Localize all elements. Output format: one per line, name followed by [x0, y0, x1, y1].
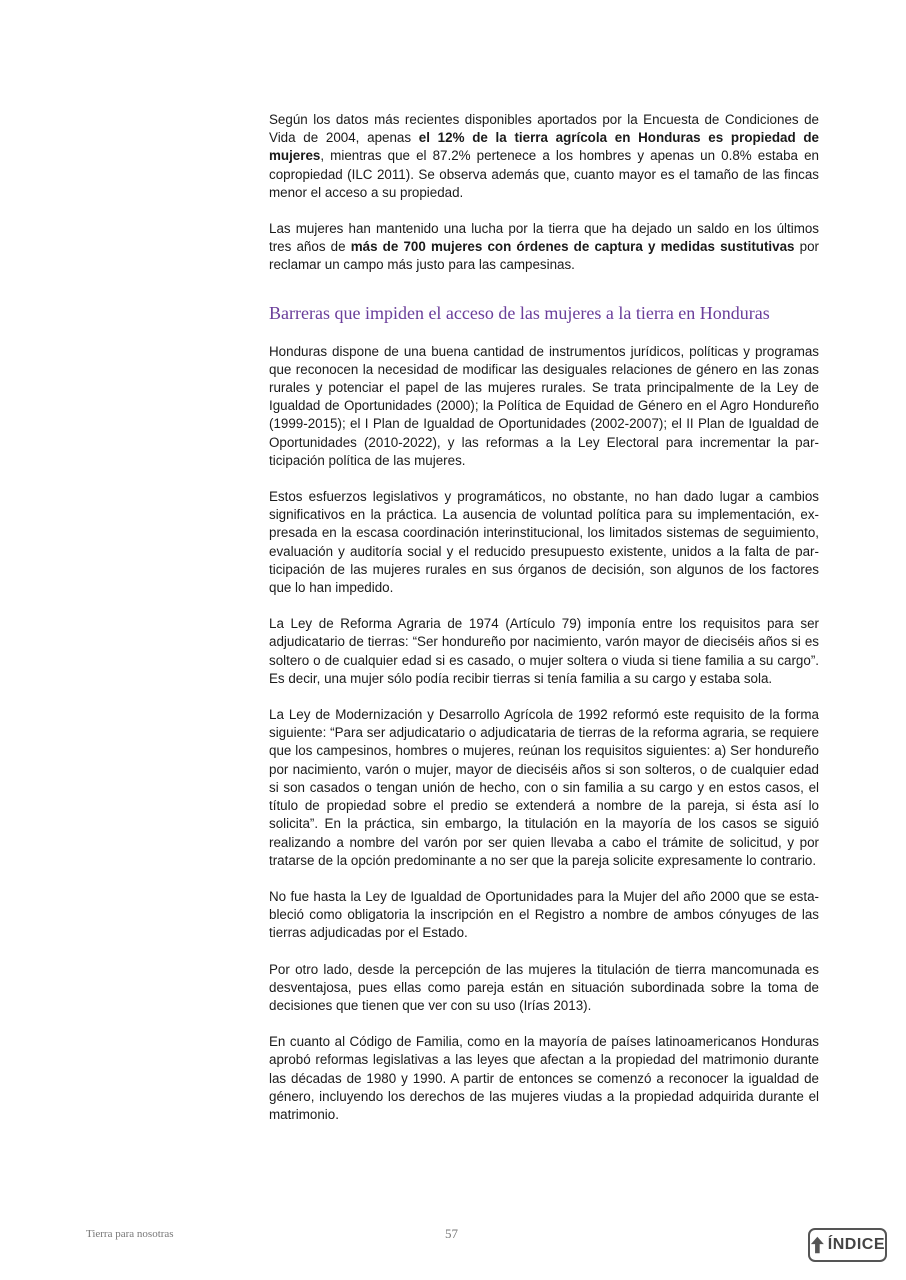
arrow-up-icon — [810, 1235, 825, 1255]
paragraph-land-ownership-statistics: Según los datos más recientes disponibles aportados por la Encuesta de Condiciones de Vida de 2004, apenas el 12% de la tierra agrícola en Honduras es propiedad de mujeres, mientras que el 87.2% pertenece a los hombres y apenas un 0.8% estaba en copropiedad (ILC 2011). Se observa además que, cuanto mayor es el tamaño de las fincas menor el acceso a su propiedad. — [269, 112, 819, 200]
footer-document-title: Tierra para nosotras — [86, 1228, 174, 1240]
page-number: 57 — [445, 1226, 458, 1241]
paragraph-equal-opportunity-law-2000: No fue hasta la Ley de Igualdad de Oportunidades para la Mujer del año 2000 que se estableció como obligatoria la inscripción en el Registro a nombre de ambos cónyuges de las tierras adjudicadas por el Estado. — [269, 888, 819, 941]
paragraph-legislative-efforts: Estos esfuerzos legislativos y programáticos, no obstante, no han dado lugar a cambios significativos en la práctica. La ausencia de voluntad política para su implementación, expresada en la escasa coordinación interinstitucional, los limitados sistemas de seguimiento, evaluación y auditoría social y el reducido presupuesto existente, unidos a la falta de participación de las mujeres rurales en sus órganos de decisión, son algunos de los factores que lo han impedido. — [269, 489, 819, 596]
paragraph-women-struggle: Las mujeres han mantenido una lucha por la tierra que ha dejado un saldo en los últimos tres años de más de 700 mujeres con órdenes de captura y medidas sustitutivas por reclamar un campo más justo para las campesinas. — [269, 221, 819, 273]
paragraph-joint-titling-perception: Por otro lado, desde la percepción de las mujeres la titulación de tierra mancomunada es desventajosa, pues ellas como pareja están en situación subordinada sobre la toma de decisiones que tienen que ver con su uso (Irías 2013). — [269, 961, 819, 1013]
main-content — [269, 111, 819, 1142]
highlight-land-share: el 12% de la tierra agrícola en Honduras es propiedad de mujeres — [269, 130, 819, 164]
paragraph-agrarian-reform-1974: La Ley de Reforma Agraria de 1974 (Artículo 79) imponía entre los requisitos para ser adjudicatario de tierras: “Ser hondureño por nacimiento, varón mayor de dieciséis años si es soltero o de cualquier edad si es casado, o mujer soltera o viuda si tiene familia a su cargo”. Es decir, una mujer sólo podía recibir tierras si tenía familia a su cargo y estaba sola. — [269, 616, 819, 686]
paragraph-modernization-law-1992: La Ley de Modernización y Desarrollo Agrícola de 1992 reformó este requisito de la forma siguiente: “Para ser adjudicatario o adjudicataria de tierras de la reforma agraria, se requiere que los campesinos, hombres o mujeres, reúnan los requisitos siguientes: a) Ser hondureño por nacimiento, varón o mujer, mayor de dieciséis años si son solteros, o de cualquier edad si son casados o tengan unión de hecho, con o sin familia a su cargo y en estos casos, el título de propiedad sobre el predio se extenderá a nombre de la pareja, si ésta así lo solicita”. En la práctica, sin embargo, la titulación en la mayoría de los casos se siguió realizando a nombre del varón por ser quien llevaba a cabo el trámite de solicitud, y por tratarse de la opción predominante a no ser que la pareja solicite expresamente lo contrario. — [269, 707, 819, 868]
index-button[interactable] — [808, 1228, 887, 1262]
section-heading: Barreras que impiden el acceso de las mujeres a la tierra en Honduras — [269, 302, 770, 323]
paragraph-legal-instruments: Honduras dispone de una buena cantidad de instrumentos jurídicos, políticas y programas que reconocen la necesidad de modificar las desiguales relaciones de género en las zonas rurales y potenciar el papel de las mujeres rurales. Se trata principalmente de la Ley de Igualdad de Oportunidades (2000); la Política de Equidad de Género en el Agro Hondureño (1999-2015); el I Plan de Igualdad de Oportunidades (2002-2007); el II Plan de Igualdad de Oportunidades (2010-2022), y las reformas a la Ley Electoral para incrementar la participación política de las mujeres. — [269, 343, 819, 468]
paragraph-family-code: En cuanto al Código de Familia, como en la mayoría de países latinoamericanos Honduras aprobó reformas legislativas a las leyes que afectan a la propiedad del matrimonio durante las décadas de 1980 y 1990. A partir de entonces se comenzó a reconocer la igualdad de género, incluyendo los derechos de las mujeres viudas a la propiedad adquirida durante el matrimonio. — [269, 1034, 819, 1122]
highlight-arrest-orders: más de 700 mujeres con órdenes de captura y medidas sustitutivas — [350, 239, 795, 255]
index-button-label: ÍNDICE — [827, 1236, 885, 1253]
